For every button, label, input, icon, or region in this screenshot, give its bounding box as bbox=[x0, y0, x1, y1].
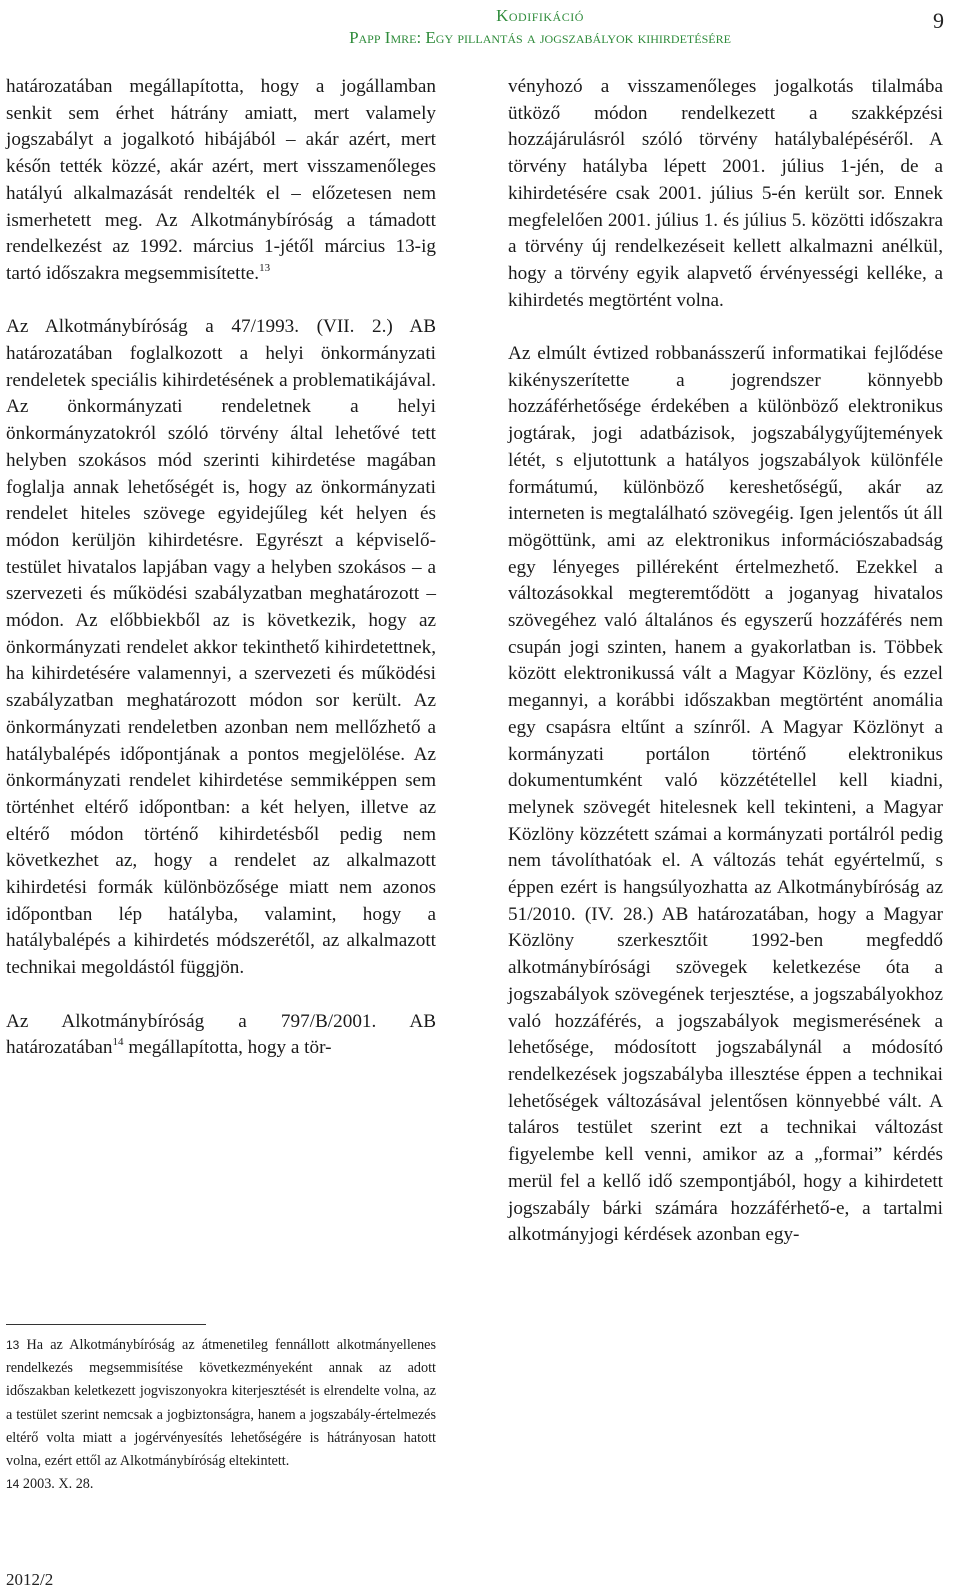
footnote-ref-13[interactable]: 13 bbox=[259, 261, 271, 274]
footnote-13-number: 13 bbox=[6, 1338, 20, 1352]
left-paragraph-3 bbox=[6, 1009, 436, 1062]
footnotes bbox=[6, 1334, 436, 1496]
left-paragraph-1-text: határozatában megállapította, hogy a jogállamban senkit sem érhet hátrány amiatt, mert valamely jogszabályt a jogalkotó hibájából – akár azért, mert későn tették közzé, akár azért, mert visszamenőleges hatályú alkalmazását rendelték el – előzetesen nem ismerhetett meg. Az Alkotmánybíróság a támadott rendelkezést az 1992. március 1-jétől március 13-ig tartó időszakra megsemmisítette. bbox=[6, 76, 436, 284]
footnote-13 bbox=[6, 1334, 436, 1473]
running-title: Papp Imre: Egy pillantás a jogszabályok kihirdetésére bbox=[349, 28, 731, 47]
footnote-14-number: 14 bbox=[6, 1477, 20, 1492]
page-number: 9 bbox=[933, 8, 944, 33]
footnote-13-text: Ha az Alkotmánybíróság az átmenetileg fennállott alkotmányellenes rendelkezés megsemmisítése következményeként annak az adott időszakban keletkezett jogviszonyokra kiterjesztését is elrendelte volna, az a testület szerint nemcsak a jogbiztonságra, hanem a jogszabály-értelmezés eltérő volta miatt a jogérvényesítés lehetőségére is hátrányosan hatott volna, ezért ettől az Alkotmánybíróság eltekintett. bbox=[6, 1337, 436, 1470]
footnote-14 bbox=[6, 1473, 436, 1496]
issue-label: 2012/2 bbox=[6, 1570, 54, 1589]
right-column bbox=[508, 74, 943, 1249]
right-paragraph-2: Az elmúlt évtized robbanásszerű informatikai fejlődése kikényszerítette a jogrendszer könnyebb hozzáférhetősége érdekében a különböző elektronikus jogtárak, jogi adatbázisok, jogszabálygyűjtemények létét, s eljutottunk a hatályos jogszabályok különféle formátumú, különböző kereshetőségű, akár az interneten is megtalálható szövegéig. Igen jelentős út áll mögöttünk, ami az elektronikus információszabadság egy lényeges pilléreként értelmezhető. Ezekkel a változásokkal megteremtődött a joganyag hivatalos szövegéhez való általános és egyszerű hozzáférés nem csupán jogi szinten, hanem a gyakorlatban is. Többek között elektronikussá vált a Magyar Közlöny, és ezzel megannyi, a korábbi időszakban megtörtént anomália egy csapásra eltűnt a színről. A Magyar Közlönyt a kormányzati portálon történő elektronikus dokumentumként való közzététellel kell kiadni, melynek szövegét hitelesnek kell tekinteni, a Magyar Közlöny közzétett számai a kormányzati portálról pedig nem távolíthatóak el. A változás tehát egyértelmű, s éppen ezért is hangsúlyozhatta az Alkotmánybíróság az 51/2010. (IV. 28.) AB határozatában, hogy a Magyar Közlöny szerkesztőit 1992-ben megfeddő alkotmánybírósági szövegek keletkezése óta a jogszabályok szövegének terjesztése, a jogszabályokhoz való hozzáférés, a jogszabályok megismerésének a lehetősége, módosított jogszabálynál a módosító rendelkezések jogszabályba illesztése éppen a technikai lehetőségek változásával jelentősen könnyebbé vált. A taláros testület szerint ezt a technikai változást figyelembe kell venni, amikor az a „formai” kérdés merül fel a kellő idő szempontjából, hogy a kihirdetett jogszabály bárki számára hozzáférhető-e, a tartalmi alkotmányjogi kérdések azonban egy- bbox=[508, 343, 943, 1246]
left-paragraph-2: Az Alkotmánybíróság a 47/1993. (VII. 2.) AB határozatában foglalkozott a helyi önkormányzati rendeletek speciális kihirdetésének a problematikájával. Az önkormányzati rendeletnek a helyi önkormányzatokról szóló törvény által lehetővé tett helyben szokásos mód szerinti kihirdetése magában foglalja annak lehetőségét is, hogy az önkormányzati rendelet hiteles szövege egyidejűleg két helyen és módon kerüljön kihirdetésre. Egyrészt a képviselő-testület hivatalos lapjában vagy a helyben szokásos – a szervezeti és működési szabályzatban meghatározott – módon. Az előbbiekből az is következik, hogy az önkormányzati rendelet akkor tekinthető kihirdetettnek, ha kihirdetésére valamennyi, a szervezeti és működési szabályzatban meghatározott módon sor került. Az önkormányzati rendeletben azonban nem mellőzhető a hatálybalépés időpontjának a pontos megjelölése. Az önkormányzati rendelet kihirdetése semmiképpen sem történhet eltérő időpontban: a két helyen, illetve az eltérő módon történő kihirdetésből pedig nem következhet az, hogy a rendelet az alkalmazott kihirdetési formák különbözősége miatt nem azonos időpontban lép hatályba, valamint, hogy a hatálybalépés a kihirdetés módszerétől, az alkalmazott technikai megoldástól függjön. bbox=[6, 316, 436, 979]
footnote-ref-14[interactable]: 14 bbox=[112, 1036, 124, 1049]
page-header bbox=[0, 2, 960, 54]
left-paragraph-3-text: Az Alkotmánybíróság a 797/B/2001. AB határozatában bbox=[6, 1010, 436, 1059]
right-paragraph-1: vényhozó a visszamenőleges jogalkotás tilalmába ütköző módon rendelkezett a szakképzési hozzájárulásról szóló törvény hatálybalépéséről. A törvény hatályba lépett 2001. július 1-jén, de a kihirdetésére csak 2001. július 5-én került sor. Ennek megfelelően 2001. július 1. és július 5. közötti időszakra a törvény új rendelkezéseit kellett alkalmazni anélkül, hogy a törvény egyik alapvető érvényességi kelléke, a kihirdetés megtörtént volna. bbox=[508, 76, 943, 311]
section-title: Kodifikáció bbox=[496, 6, 584, 25]
left-column bbox=[6, 74, 436, 1062]
footnote-divider bbox=[6, 1324, 206, 1325]
left-paragraph-1 bbox=[6, 74, 436, 288]
left-paragraph-3-text-cont: megállapította, hogy a tör- bbox=[123, 1037, 332, 1059]
footnote-14-text: 2003. X. 28. bbox=[19, 1476, 94, 1493]
